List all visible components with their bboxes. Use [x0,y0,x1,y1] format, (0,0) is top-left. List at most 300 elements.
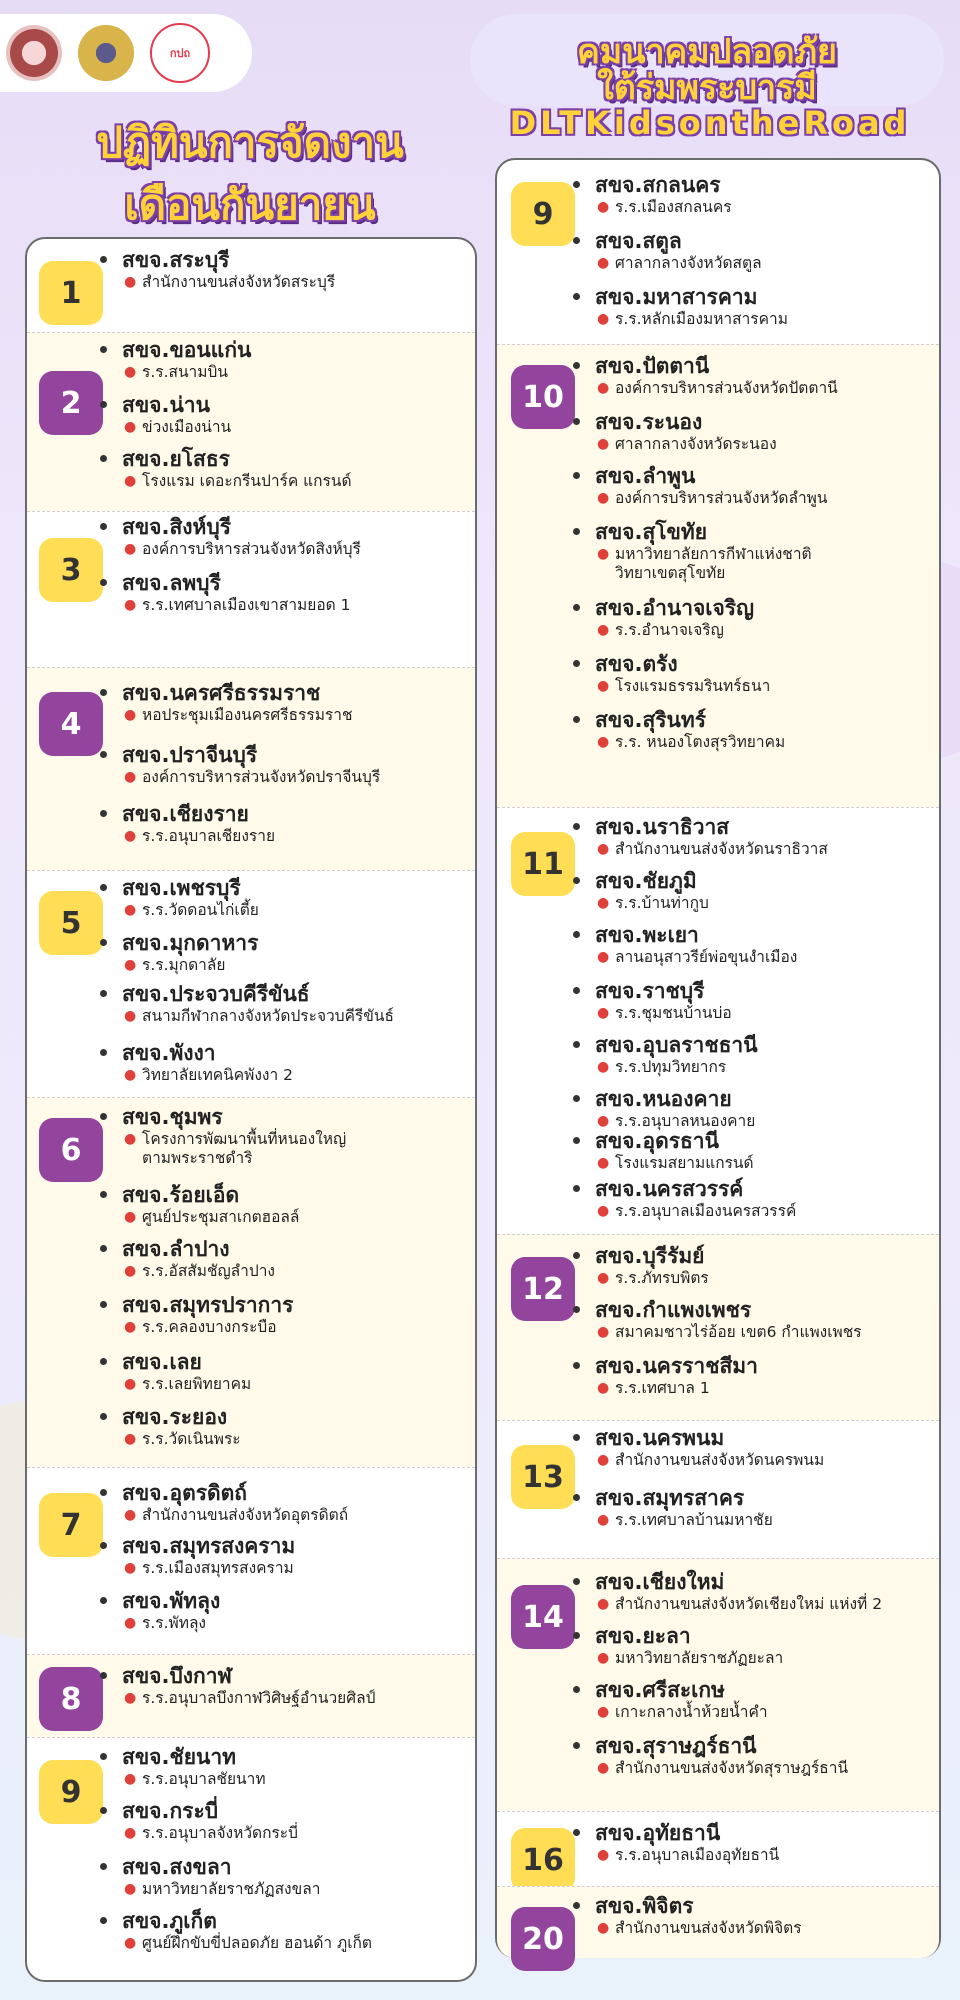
office-name: สขจ.เชียงใหม่ [595,1570,725,1594]
location-text: ร.ร.มุกดาลัย [142,956,226,974]
event-location [595,1323,931,1342]
event-location [122,1770,467,1789]
event-entry [122,1040,467,1085]
day-badge: 8 [39,1667,103,1731]
event-entry [595,978,931,1023]
event-location [595,254,931,273]
event-entry [595,1485,931,1530]
event-location [595,1202,931,1221]
location-pin-icon: ● [597,436,610,452]
event-entry [122,1104,467,1168]
location-text: โครงการพัฒนาพื้นที่หนองใหญ่ [142,1130,347,1148]
location-pin-icon: ● [597,1270,610,1286]
event-location [595,1649,931,1668]
event-entry [122,875,467,920]
bullet-icon [100,810,107,817]
event-location [122,1375,467,1394]
location-pin-icon: ● [124,828,137,844]
office-name: สขจ.พัทลุง [122,1589,221,1613]
bullet-icon [573,604,580,611]
bullet-icon [100,689,107,696]
office-name: สขจ.สมุทรสาคร [595,1486,745,1510]
event-entry [122,1663,467,1708]
location-text: ร.ร.เทศบาลเมืองเขาสามยอด 1 [142,596,351,614]
campaign-name: DLTKidsontheRoad [509,104,911,142]
event-location [122,1880,467,1899]
event-entry [595,1569,931,1614]
location-pin-icon: ● [124,1209,137,1225]
event-entry [122,514,467,559]
bullet-icon [100,1753,107,1760]
day-badge: 9 [511,182,575,246]
location-pin-icon: ● [124,1935,137,1951]
event-entry [122,981,467,1026]
office-name: สขจ.ชุมพร [122,1105,223,1129]
office-name: สขจ.ยโสธร [122,447,230,471]
event-location [595,198,931,217]
location-pin-icon: ● [597,380,610,396]
office-name: สขจ.หนองคาย [595,1087,732,1111]
event-entry [595,1032,931,1077]
event-entry [595,409,931,454]
slogan-line-2: ใต้ร่มพระบารมี [597,68,817,108]
location-pin-icon: ● [597,1113,610,1129]
bullet-icon [100,751,107,758]
event-location [122,1824,467,1843]
bullet-icon [100,939,107,946]
office-name: สขจ.ระนอง [595,410,703,434]
bullet-icon [100,1807,107,1814]
event-entry [595,1425,931,1470]
event-location [122,596,467,615]
location-text: ศูนย์ฝึกขับขี่ปลอดภัย ฮอนด้า ภูเก็ต [142,1934,372,1952]
event-location [122,418,467,437]
event-entry [595,1733,931,1778]
location-pin-icon: ● [124,473,137,489]
day-group [27,1737,475,1984]
day-badge: 7 [39,1493,103,1557]
location-text: มหาวิทยาลัยราชภัฏยะลา [615,1649,784,1667]
location-text: องค์การบริหารส่วนจังหวัดปัตตานี [615,379,838,397]
office-name: สขจ.ปัตตานี [595,354,710,378]
event-entry [122,1292,467,1337]
office-name: สขจ.อุตรดิตถ์ [122,1481,247,1505]
event-location [595,1004,931,1023]
event-entry [595,1086,931,1131]
office-name: สขจ.สมุทรสงคราม [122,1534,296,1558]
location-text: สำนักงานขนส่งจังหวัดเชียงใหม่ แห่งที่ 2 [615,1595,883,1613]
location-text: ศูนย์ประชุมสาเกตฮอลล์ [142,1208,300,1226]
office-name: สขจ.ศรีสะเกษ [595,1678,725,1702]
office-name: สขจ.ชัยภูมิ [595,869,697,893]
day-group [497,1558,939,1811]
day-badge: 6 [39,1118,103,1182]
day-badge: 9 [39,1760,103,1824]
location-text: วิทยาลัยเทคนิคพังงา 2 [142,1066,293,1084]
bullet-icon [573,823,580,830]
event-location [122,1559,467,1578]
event-location [122,472,467,491]
logo-bar [0,14,252,92]
day-group [497,1886,939,1958]
day-badge: 4 [39,692,103,756]
bullet-icon [573,1137,580,1144]
event-entry [122,570,467,615]
bullet-icon [573,1632,580,1639]
office-name: สขจ.อุบลราชธานี [595,1033,758,1057]
bullet-icon [100,455,107,462]
event-entry [595,1623,931,1668]
event-location [595,1058,931,1077]
location-text: ร.ร.เลยพิทยาคม [142,1375,252,1393]
event-location [122,1430,467,1449]
bullet-icon [100,1542,107,1549]
event-entry [122,742,467,787]
office-name: สขจ.เพชรบุรี [122,876,241,900]
day-group [497,1234,939,1420]
bullet-icon [573,181,580,188]
location-text: ร.ร.บ้านท่ากูบ [615,894,709,912]
bullet-icon [100,1863,107,1870]
location-pin-icon: ● [597,1596,610,1612]
location-text: ร.ร.อนุบาลเมืองอุทัยธานี [615,1846,780,1864]
location-text: สำนักงานขนส่งจังหวัดพิจิตร [615,1919,802,1937]
event-entry [595,1243,931,1288]
bullet-icon [100,1672,107,1679]
location-pin-icon: ● [124,769,137,785]
office-name: สขจ.พังงา [122,1041,216,1065]
event-entry [122,1798,467,1843]
bullet-icon [573,1494,580,1501]
ministry-seal-icon [78,25,134,81]
location-pin-icon: ● [124,1690,137,1706]
event-location [595,1703,931,1722]
location-text: โรงแรม เดอะกรีนปาร์ค แกรนด์ [142,472,352,490]
office-name: สขจ.ยะลา [595,1624,691,1648]
event-location [595,733,931,752]
location-pin-icon: ● [597,1155,610,1171]
event-entry [595,814,931,859]
location-text: ร.ร.เทศบาล 1 [615,1379,710,1397]
bullet-icon [573,1742,580,1749]
campaign-logo-icon: กปถ [150,23,210,83]
location-text: ร.ร.ชุมชนบ้านบ่อ [615,1004,732,1022]
office-name: สขจ.ร้อยเอ็ด [122,1183,240,1207]
event-location [122,1208,467,1227]
day-badge: 3 [39,538,103,602]
office-name: สขจ.กำแพงเพชร [595,1298,752,1322]
day-badge: 2 [39,371,103,435]
event-entry [595,284,931,329]
bullet-icon [100,1049,107,1056]
office-name: สขจ.สุรินทร์ [595,708,707,732]
office-name: สขจ.สกลนคร [595,173,721,197]
office-name: สขจ.ลำปาง [122,1237,230,1261]
event-entry [122,337,467,382]
event-location [122,1689,467,1708]
location-pin-icon: ● [597,1324,610,1340]
location-text: สำนักงานขนส่งจังหวัดสุราษฎร์ธานี [615,1759,849,1777]
event-entry [122,1854,467,1899]
location-text: ศาลากลางจังหวัดสตูล [615,254,762,272]
event-entry [595,353,931,398]
location-text: ร.ร.อนุบาลเชียงราย [142,827,276,845]
office-name: สขจ.พิจิตร [595,1894,694,1918]
location-text: ร.ร. หนองโตงสุรวิทยาคม [615,733,786,751]
office-name: สขจ.สุโขทัย [595,520,708,544]
office-name: สขจ.กระบี่ [122,1799,219,1823]
location-pin-icon: ● [124,902,137,918]
location-pin-icon: ● [597,949,610,965]
event-entry [122,1908,467,1953]
event-location [595,310,931,329]
page-title-line-1: ปฏิทินการจัดงาน [96,118,404,167]
day-badge: 20 [511,1907,575,1971]
bullet-icon [100,579,107,586]
event-entry [595,595,931,640]
bullet-icon [100,1358,107,1365]
day-badge: 16 [511,1828,575,1892]
location-pin-icon: ● [124,1825,137,1841]
event-entry [595,519,931,583]
location-pin-icon: ● [124,1376,137,1392]
event-location [122,706,467,725]
bullet-icon [573,877,580,884]
event-entry [122,1533,467,1578]
bullet-icon [573,1686,580,1693]
bullet-icon [100,990,107,997]
bullet-icon [100,401,107,408]
event-entry [122,446,467,491]
location-pin-icon: ● [597,1847,610,1863]
location-pin-icon: ● [597,734,610,750]
bullet-icon [100,1413,107,1420]
day-group [27,1097,475,1467]
bullet-icon [100,1191,107,1198]
location-text: เกาะกลางน้ำห้วยน้ำคำ [615,1703,768,1721]
location-pin-icon: ● [597,1203,610,1219]
location-pin-icon: ● [597,546,610,562]
event-location [122,1066,467,1085]
bullet-icon [100,1489,107,1496]
office-name: สขจ.ภูเก็ต [122,1909,217,1933]
bullet-icon [573,1252,580,1259]
bullet-icon [573,1578,580,1585]
event-entry [595,228,931,273]
bullet-icon [573,1185,580,1192]
event-location [595,1759,931,1778]
location-text: ร.ร.เทศบาลบ้านมหาชัย [615,1511,773,1529]
event-location [595,435,931,454]
location-pin-icon: ● [124,1131,137,1147]
location-text: สำนักงานขนส่งจังหวัดนราธิวาส [615,840,828,858]
location-text: ร.ร.อัสสัมชัญลำปาง [142,1262,275,1280]
location-pin-icon: ● [124,541,137,557]
bullet-icon [100,346,107,353]
office-name: สขจ.อุดรธานี [595,1129,719,1153]
office-name: สขจ.เลย [122,1350,202,1374]
location-text: ข่วงเมืองน่าน [142,418,232,436]
event-entry [122,930,467,975]
location-pin-icon: ● [597,841,610,857]
schedule-panel-left [25,237,477,1982]
event-location [595,894,931,913]
event-location [595,1154,931,1173]
location-pin-icon: ● [597,1059,610,1075]
office-name: สขจ.พะเยา [595,923,699,947]
location-text: ร.ร.วัดดอนไก่เตี้ย [142,901,259,919]
bullet-icon [573,1902,580,1909]
bullet-icon [100,1245,107,1252]
location-text: ร.ร.หลักเมืองมหาสารคาม [615,310,788,328]
event-location [595,948,931,967]
location-text: ร.ร.คลองบางกระบือ [142,1318,277,1336]
location-pin-icon: ● [597,1760,610,1776]
location-text: ร.ร.อนุบาลบึงกาฬวิศิษฐ์อำนวยศิลป์ [142,1689,376,1707]
event-location [122,1506,467,1525]
event-location [595,677,931,696]
office-name: สขจ.มุกดาหาร [122,931,259,955]
bullet-icon [573,237,580,244]
location-pin-icon: ● [597,490,610,506]
location-pin-icon: ● [597,199,610,215]
event-entry [595,1677,931,1722]
day-group [27,870,475,1097]
event-entry [122,1182,467,1227]
event-location [595,1846,931,1865]
bullet-icon [100,884,107,891]
office-name: สขจ.บึงกาฬ [122,1664,232,1688]
event-entry [595,868,931,913]
office-name: สขจ.สระบุรี [122,248,230,272]
event-entry [595,463,931,508]
location-pin-icon: ● [124,1067,137,1083]
location-text: โรงแรมธรรมรินทร์ธนา [615,677,771,695]
location-text: มหาวิทยาลัยราชภัฏสงขลา [142,1880,321,1898]
event-location [122,363,467,382]
location-pin-icon: ● [124,1008,137,1024]
location-pin-icon: ● [124,419,137,435]
location-pin-icon: ● [124,1771,137,1787]
office-name: สขจ.สุราษฎร์ธานี [595,1734,757,1758]
event-location [595,379,931,398]
location-pin-icon: ● [124,1431,137,1447]
event-entry [595,1353,931,1398]
event-location [122,1934,467,1953]
event-entry [595,1297,931,1342]
day-badge: 11 [511,832,575,896]
office-name: สขจ.ราชบุรี [595,979,705,1003]
location-text: องค์การบริหารส่วนจังหวัดปราจีนบุรี [142,768,381,786]
event-location [595,1511,931,1530]
event-location [595,1269,931,1288]
event-location [122,1318,467,1337]
bullet-icon [573,716,580,723]
location-text: ลานอนุสาวรีย์พ่อขุนงำเมือง [615,948,798,966]
day-group [27,511,475,667]
location-text: สำนักงานขนส่งจังหวัดสระบุรี [142,273,336,291]
location-pin-icon: ● [597,1452,610,1468]
day-group [27,1654,475,1737]
location-pin-icon: ● [597,1005,610,1021]
office-name: สขจ.อุทัยธานี [595,1821,721,1845]
location-text-line-2: วิทยาเขตสุโขทัย [615,564,726,582]
day-group [27,239,475,332]
event-location [122,540,467,559]
location-pin-icon: ● [124,1615,137,1631]
day-group [497,807,939,1234]
bullet-icon [573,528,580,535]
location-pin-icon: ● [124,274,137,290]
office-name: สขจ.นครสวรรค์ [595,1177,744,1201]
event-location [595,1451,931,1470]
event-location [122,273,467,292]
event-entry [122,801,467,846]
slogan-line-1: คมนาคมปลอดภัย [577,32,837,72]
location-pin-icon: ● [124,597,137,613]
location-text: ร.ร.วัดเนินพระ [142,1430,241,1448]
location-text: ร.ร.อำนาจเจริญ [615,621,724,639]
day-badge: 10 [511,365,575,429]
event-entry [122,1480,467,1525]
event-location [122,768,467,787]
event-entry [122,1404,467,1449]
day-group [27,1467,475,1654]
event-entry [595,1820,931,1865]
location-pin-icon: ● [597,311,610,327]
location-text: สำนักงานขนส่งจังหวัดอุตรดิตถ์ [142,1506,349,1524]
event-entry [122,1588,467,1633]
event-entry [595,922,931,967]
day-badge: 1 [39,261,103,325]
day-badge: 14 [511,1585,575,1649]
office-name: สขจ.ชัยนาท [122,1745,237,1769]
event-location [122,1262,467,1281]
event-location [122,956,467,975]
location-pin-icon: ● [597,622,610,638]
bullet-icon [100,256,107,263]
bullet-icon [573,931,580,938]
location-text: สำนักงานขนส่งจังหวัดนครพนม [615,1451,825,1469]
location-text: สมาคมชาวไร่อ้อย เขต6 กำแพงเพชร [615,1323,862,1341]
bullet-icon [100,1597,107,1604]
event-location [122,1130,467,1168]
bullet-icon [573,418,580,425]
location-text: สนามกีฬากลางจังหวัดประจวบคีรีขันธ์ [142,1007,394,1025]
bullet-icon [573,472,580,479]
bullet-icon [100,1113,107,1120]
office-name: สขจ.มหาสารคาม [595,285,758,309]
day-group [497,1811,939,1886]
office-name: สขจ.ขอนแก่น [122,338,252,362]
day-group [27,332,475,511]
office-name: สขจ.ตรัง [595,652,678,676]
event-entry [595,651,931,696]
event-entry [122,680,467,725]
location-text: ร.ร.อนุบาลเมืองนครสวรรค์ [615,1202,797,1220]
location-pin-icon: ● [597,255,610,271]
event-location [595,621,931,640]
bullet-icon [573,987,580,994]
day-badge: 13 [511,1445,575,1509]
day-group [27,667,475,870]
event-location [122,1614,467,1633]
location-pin-icon: ● [597,1650,610,1666]
office-name: สขจ.นครศรีธรรมราช [122,681,321,705]
location-pin-icon: ● [124,1507,137,1523]
location-pin-icon: ● [597,1920,610,1936]
schedule-panel-right [495,158,941,1958]
